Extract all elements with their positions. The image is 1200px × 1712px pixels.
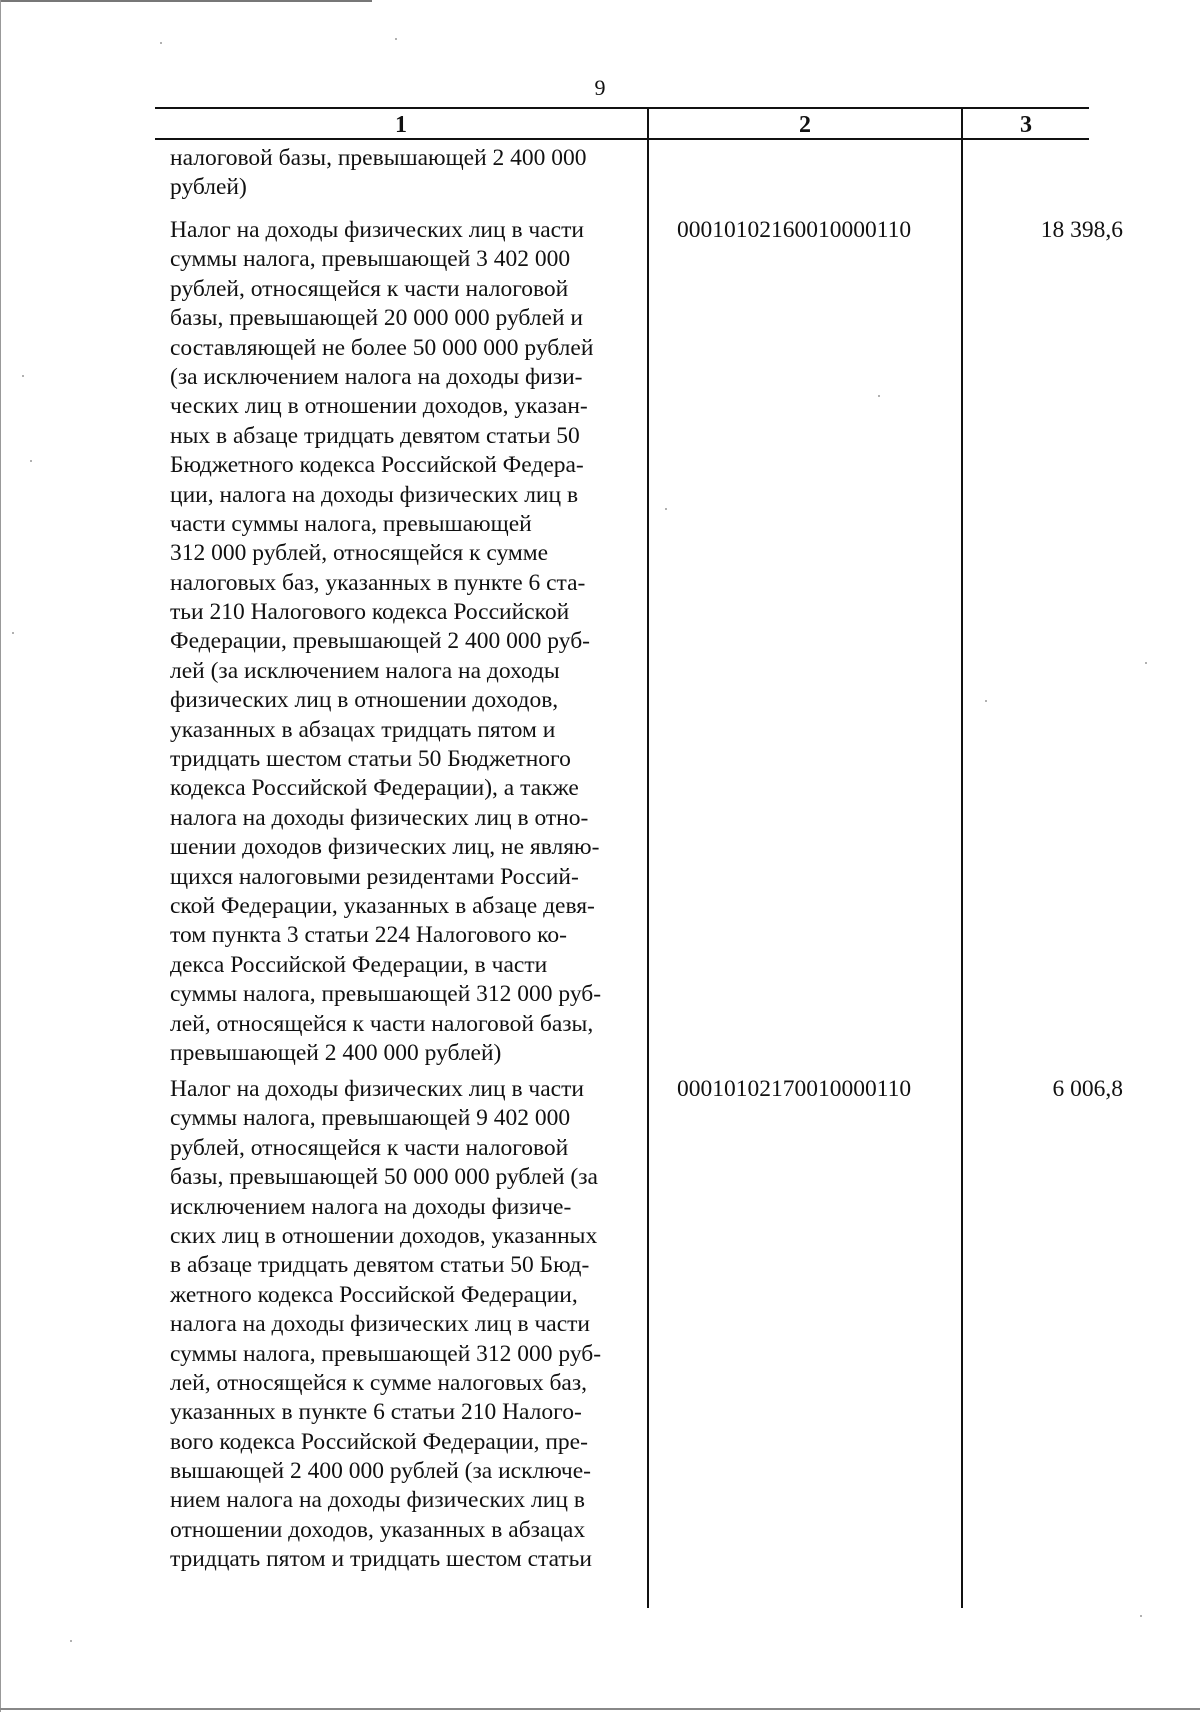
description-line: ской Федерации, указанных в абзаце девя- bbox=[170, 892, 595, 919]
description-line: превышающей 2 400 000 рублей) bbox=[170, 1039, 502, 1066]
description-line: рублей, относящейся к части налоговой bbox=[170, 275, 569, 302]
description-line: вышающей 2 400 000 рублей (за исключе- bbox=[170, 1458, 591, 1485]
description-line: жетного кодекса Российской Федерации, bbox=[170, 1281, 578, 1308]
description-line: указанных в абзацах тридцать пятом и bbox=[170, 716, 556, 743]
description-line: 312 000 рублей, относящейся к сумме bbox=[170, 540, 549, 567]
description-line: суммы налога, превышающей 312 000 руб- bbox=[170, 981, 602, 1008]
description-line: кодекса Российской Федерации), а также bbox=[170, 775, 579, 802]
scan-edge-bottom bbox=[0, 1708, 1200, 1710]
description-line: базы, превышающей 20 000 000 рублей и bbox=[170, 305, 583, 332]
scan-speck bbox=[878, 395, 880, 397]
description-line: лей (за исключением налога на доходы bbox=[170, 657, 560, 684]
scan-edge-left bbox=[0, 0, 1, 1712]
scan-edge-top bbox=[0, 0, 372, 2]
scan-speck bbox=[12, 632, 14, 634]
scan-speck bbox=[30, 460, 32, 462]
description-line: лей, относящейся к сумме налоговых баз, bbox=[170, 1369, 588, 1396]
budget-classification-code: 00010102170010000110 bbox=[677, 1076, 912, 1102]
description-line: налога на доходы физических лиц в отно- bbox=[170, 804, 589, 831]
scan-speck bbox=[1145, 662, 1147, 664]
description-line: налога на доходы физических лиц в части bbox=[170, 1311, 590, 1338]
table-top-rule bbox=[155, 107, 1089, 109]
budget-classification-code: 00010102160010000110 bbox=[677, 217, 912, 243]
page-number: 9 bbox=[594, 75, 606, 100]
description-line: ции, налога на доходы физических лиц в bbox=[170, 481, 579, 508]
description-line: тьи 210 Налогового кодекса Российской bbox=[170, 599, 570, 626]
scan-speck bbox=[22, 375, 24, 377]
description-line: базы, превышающей 50 000 000 рублей (за bbox=[170, 1164, 598, 1191]
table-row-description bbox=[170, 1075, 650, 1575]
description-line: том пункта 3 статьи 224 Налогового ко- bbox=[170, 922, 567, 949]
description-line: щихся налоговыми резидентами Россий- bbox=[170, 863, 579, 890]
description-line: суммы налога, превышающей 3 402 000 bbox=[170, 246, 571, 273]
column-header-3: 3 bbox=[1020, 112, 1032, 138]
amount-value: 18 398,6 bbox=[1040, 217, 1123, 243]
column-header-2: 2 bbox=[799, 112, 811, 138]
description-line: (за исключением налога на доходы физи- bbox=[170, 363, 583, 390]
scan-speck bbox=[70, 1640, 72, 1642]
description-line: составляющей не более 50 000 000 рублей bbox=[170, 334, 594, 361]
description-line: исключением налога на доходы физиче- bbox=[170, 1193, 572, 1220]
description-line: Налог на доходы физических лиц в части bbox=[170, 217, 584, 243]
description-line: в абзаце тридцать девятом статьи 50 Бюд- bbox=[170, 1252, 590, 1279]
description-line: нием налога на доходы физических лиц в bbox=[170, 1487, 585, 1514]
description-line: налоговых баз, указанных в пункте 6 ста- bbox=[170, 569, 586, 596]
description-line: физических лиц в отношении доходов, bbox=[170, 687, 559, 714]
description-line: ских лиц в отношении доходов, указанных bbox=[170, 1222, 598, 1249]
description-line: Налог на доходы физических лиц в части bbox=[170, 1076, 584, 1102]
description-line: рублей) bbox=[170, 174, 247, 201]
scan-speck bbox=[395, 38, 397, 40]
description-line: декса Российской Федерации, в части bbox=[170, 951, 548, 978]
description-line: шении доходов физических лиц, не являю- bbox=[170, 834, 600, 861]
description-line: части суммы налога, превышающей bbox=[170, 510, 532, 537]
description-line: указанных в пункте 6 статьи 210 Налого- bbox=[170, 1399, 582, 1426]
description-line: налоговой базы, превышающей 2 400 000 bbox=[170, 145, 587, 171]
scan-speck bbox=[1140, 1615, 1142, 1617]
column-header-1: 1 bbox=[395, 112, 407, 138]
description-line: суммы налога, превышающей 9 402 000 bbox=[170, 1105, 571, 1132]
scan-speck bbox=[160, 42, 162, 44]
description-line: Бюджетного кодекса Российской Федера- bbox=[170, 452, 584, 479]
column-divider-2 bbox=[961, 108, 963, 1608]
table-row-description bbox=[170, 144, 650, 203]
description-line: суммы налога, превышающей 312 000 руб- bbox=[170, 1340, 602, 1367]
description-line: тридцать пятом и тридцать шестом статьи bbox=[170, 1546, 592, 1573]
description-line: Федерации, превышающей 2 400 000 руб- bbox=[170, 628, 590, 655]
description-line: лей, относящейся к части налоговой базы, bbox=[170, 1010, 594, 1037]
description-line: ных в абзаце тридцать девятом статьи 50 bbox=[170, 422, 580, 449]
scan-speck bbox=[665, 508, 667, 510]
description-line: рублей, относящейся к части налоговой bbox=[170, 1134, 569, 1161]
description-line: тридцать шестом статьи 50 Бюджетного bbox=[170, 746, 571, 773]
scan-speck bbox=[985, 700, 987, 702]
table-row-description bbox=[170, 216, 650, 1068]
amount-value: 6 006,8 bbox=[1052, 1076, 1123, 1102]
description-line: ческих лиц в отношении доходов, указан- bbox=[170, 393, 588, 420]
description-line: отношении доходов, указанных в абзацах bbox=[170, 1516, 586, 1543]
description-line: вого кодекса Российской Федерации, пре- bbox=[170, 1428, 588, 1455]
